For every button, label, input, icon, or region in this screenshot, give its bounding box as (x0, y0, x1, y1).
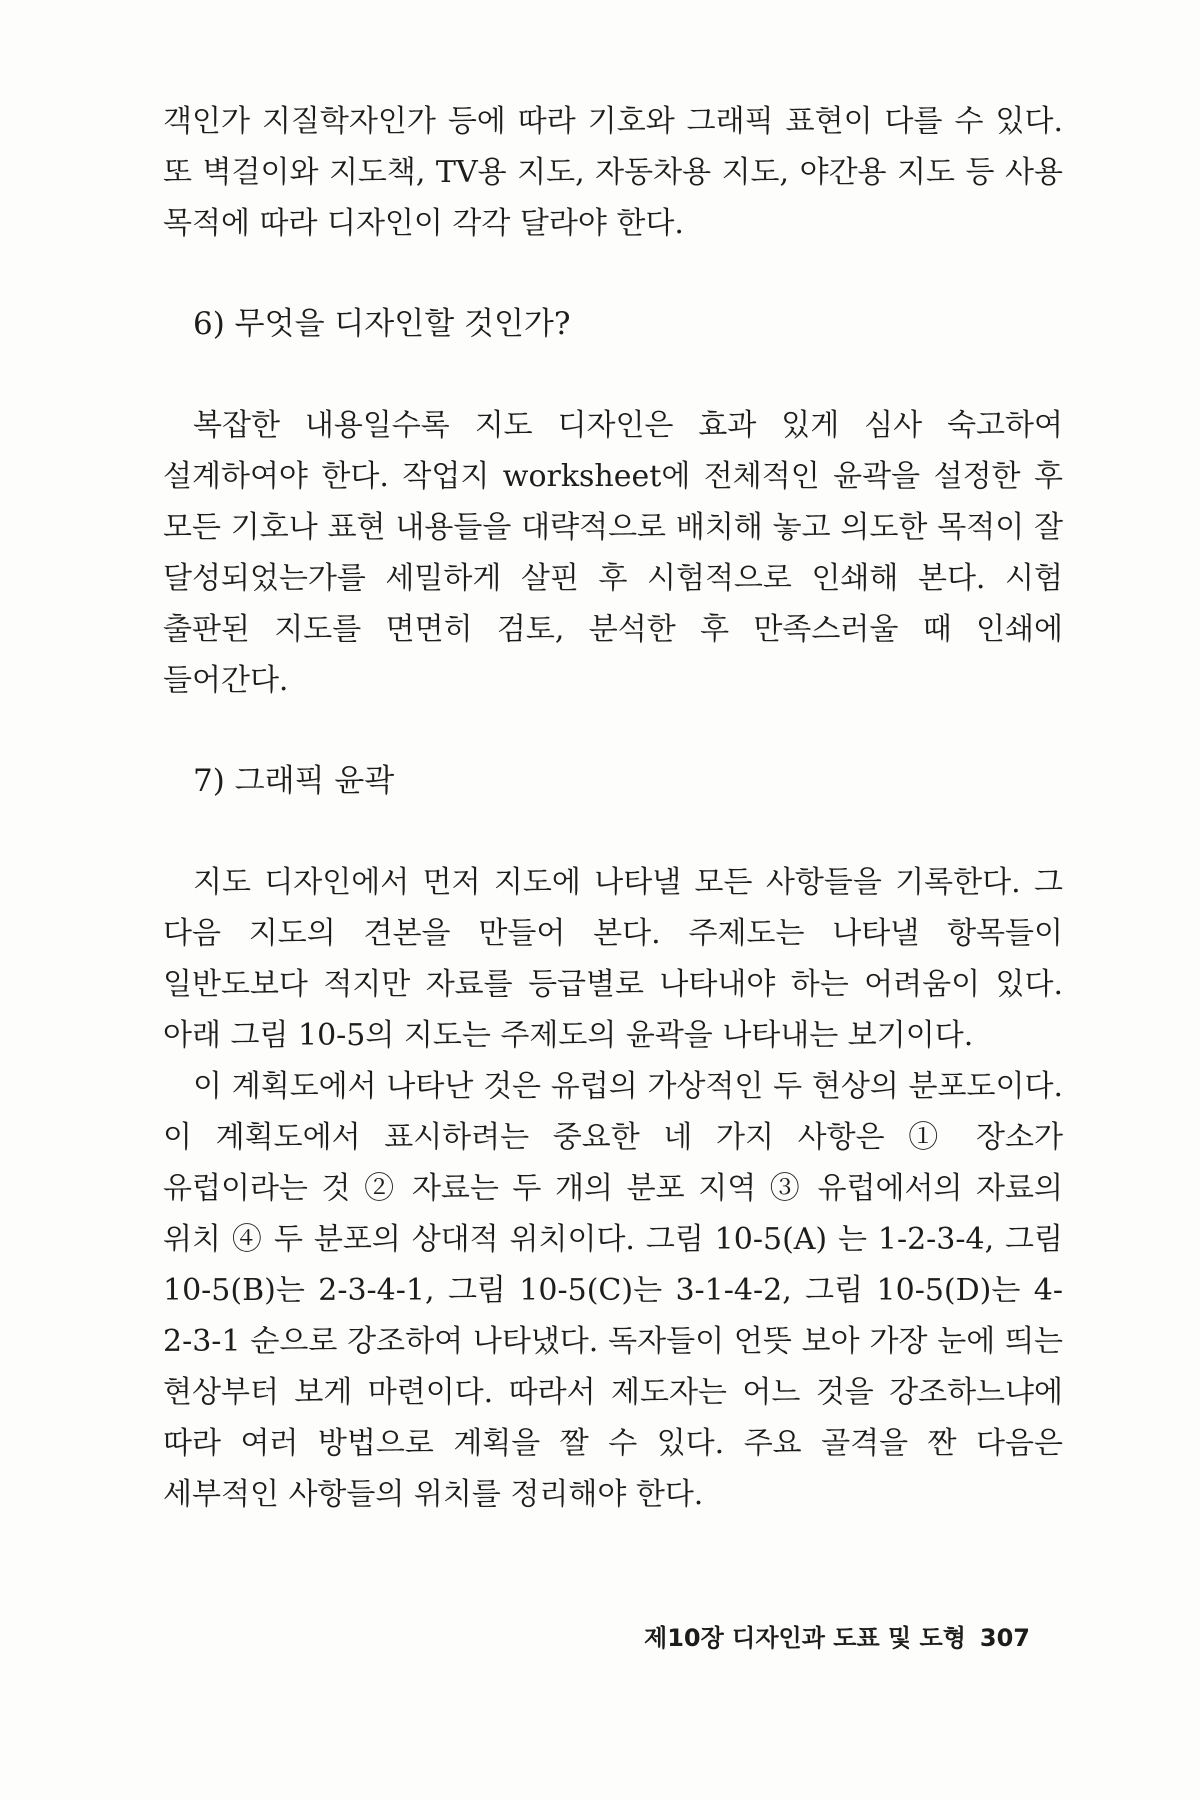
page-footer (644, 1618, 1030, 1653)
chapter-title: 제10장 디자인과 도표 및 도형 (644, 1624, 966, 1652)
paragraph-plan-diagram: 이 계획도에서 나타난 것은 유럽의 가상적인 두 현상의 분포도이다. 이 계획도에서 표시하려는 중요한 네 가지 사항은 ① 장소가 유럽이라는 것 ② 자료는 두 개의 분포 지역 ③ 유럽에서의 자료의 위치 ④ 두 분포의 상대적 위치이다. 그림 10-5(A) 는 1-2-3-4, 그림 10-5(B)는 2-3-4-1, 그림 10-5(C)는 3-1-4-2, 그림 10-5(D)는 4-2-3-1 순으로 강조하여 나타냈다. 독자들이 언뜻 보아 가장 눈에 띄는 현상부터 보게 마련이다. 따라서 제도자는 어느 것을 강조하느냐에 따라 여러 방법으로 계획을 짤 수 있다. 주요 골격을 짠 다음은 세부적인 사항들의 위치를 정리해야 한다. (163, 1069, 1063, 1512)
paragraph-what-to-design: 복잡한 내용일수록 지도 디자인은 효과 있게 심사 숙고하여 설계하여야 한다. 작업지 worksheet에 전체적인 윤곽을 설정한 후 모든 기호나 표현 내용들을 대략적으로 배치해 놓고 의도한 목적이 잘 달성되었는가를 세밀하게 살핀 후 시험적으로 인쇄해 본다. 시험 출판된 지도를 면면히 검토, 분석한 후 만족스러울 때 인쇄에 들어간다. (163, 408, 1063, 698)
paragraph-graphic-outline: 지도 디자인에서 먼저 지도에 나타낼 모든 사항들을 기록한다. 그 다음 지도의 견본을 만들어 본다. 주제도는 나타낼 항목들이 일반도보다 적지만 자료를 등급별로 나타내야 하는 어려움이 있다. 아래 그림 10-5의 지도는 주제도의 윤곽을 나타내는 보기이다. (163, 865, 1063, 1053)
paragraph-purpose: 객인가 지질학자인가 등에 따라 기호와 그래픽 표현이 다를 수 있다. 또 벽걸이와 지도책, TV용 지도, 자동차용 지도, 야간용 지도 등 사용 목적에 따라 디자인이 각각 달라야 한다. (163, 104, 1063, 241)
section-heading-6: 6) 무엇을 디자인할 것인가? (193, 306, 571, 342)
section-heading-7: 7) 그래픽 윤곽 (193, 763, 395, 799)
page-number: 307 (979, 1624, 1030, 1652)
page-body (163, 96, 1063, 1520)
